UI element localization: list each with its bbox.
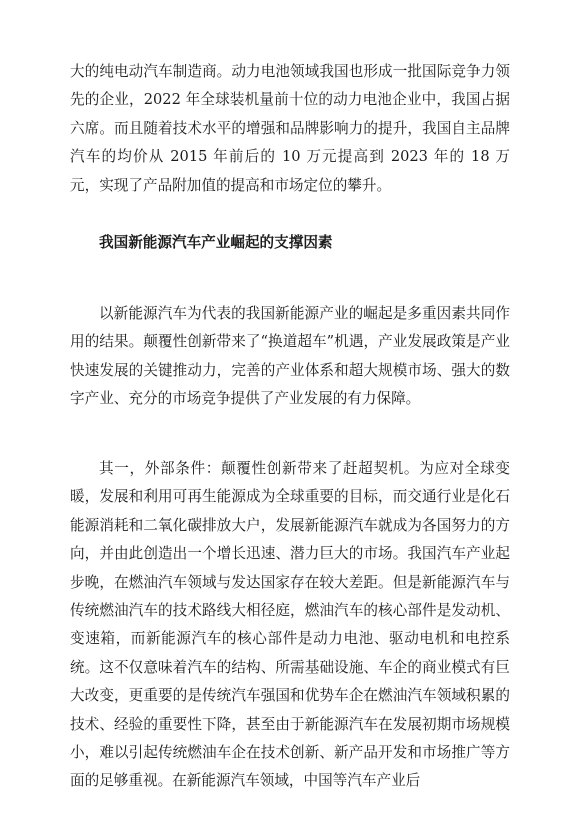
body-paragraph-continuation: 大的纯电动汽车制造商。动力电池领域我国也形成一批国际竞争力领先的企业，2022 年全球装机量前十位的动力电池企业中，我国占据六席。而且随着技术水平的增强和品牌影响力的提升，我国自主品牌汽车的均价从 2015 年前后的 10 万元提高到 2023 年的 18 万元，实现了产品附加值的提高和市场定位的攀升。 [70,63,510,194]
body-paragraph-external-conditions: 其一，外部条件：颠覆性创新带来了赶超契机。为应对全球变暖，发展和利用可再生能源成为全球重要的目标，而交通行业是化石能源消耗和二氧化碳排放大户，发展新能源汽车就成为各国努力的方向，并由此创造出一个增长迅速、潜力巨大的市场。我国汽车产业起步晚，在燃油汽车领域与发达国家存在较大差距。但是新能源汽车与传统燃油汽车的技术路线大相径庭，燃油汽车的核心部件是发动机、变速箱，而新能源汽车的核心部件是动力电池、驱动电机和电控系统。这不仅意味着汽车的结构、所需基础设施、车企的商业模式有巨大改变，更重要的是传统汽车强国和优势车企在燃油汽车领域积累的技术、经验的重要性下降，甚至由于新能源汽车在发展初期市场规模小，难以引起传统燃油车企在技术创新、新产品开发和市场推广等方面的足够重视。在新能源汽车领域，中国等汽车产业后 [70,460,510,790]
body-paragraph-intro: 以新能源汽车为代表的我国新能源产业的崛起是多重因素共同作用的结果。颠覆性创新带来了“换道超车”机遇，产业发展政策是产业快速发展的关键推动力，完善的产业体系和超大规模市场、强大的数字产业、充分的市场竞争提供了产业发展的有力保障。 [70,305,510,408]
section-heading: 我国新能源汽车产业崛起的支撑因素 [99,234,333,251]
